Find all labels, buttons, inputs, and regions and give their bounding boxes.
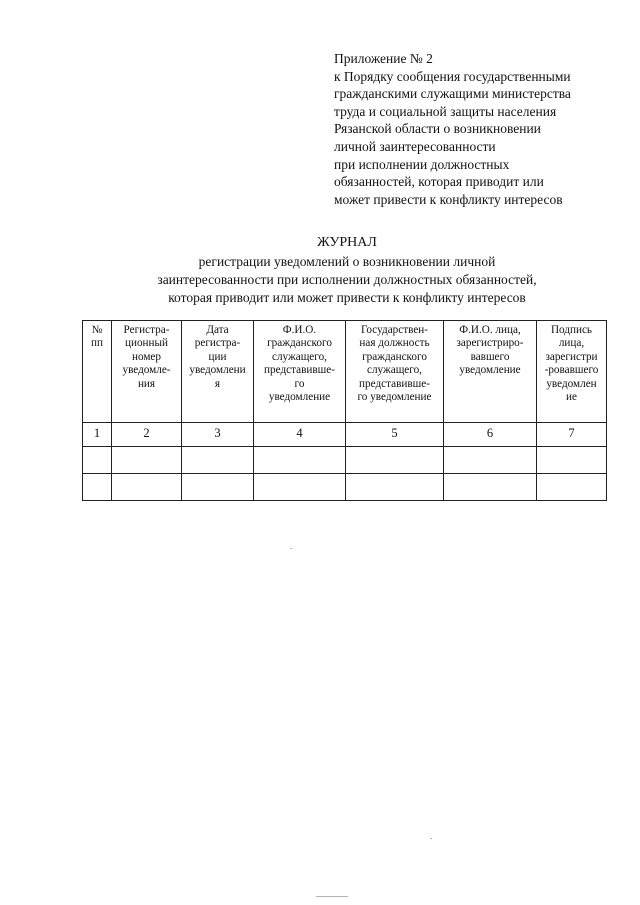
empty-cell — [254, 474, 346, 501]
appendix-block — [334, 50, 634, 208]
empty-cell — [444, 474, 537, 501]
column-number: 4 — [254, 423, 346, 447]
registration-table — [82, 320, 607, 501]
header-cell-reg-number: Регистра- ционный номер уведомле- ния — [112, 321, 182, 423]
appendix-line: труда и социальной защиты населения — [334, 103, 557, 119]
empty-cell — [182, 474, 254, 501]
header-cell-reg-date: Дата регистра- ции уведомлени я — [182, 321, 254, 423]
column-number: 5 — [346, 423, 444, 447]
journal-subtitle-line: заинтересованности при исполнении должностных обязанностей, — [157, 272, 537, 287]
appendix-line: гражданскими служащими министерства — [334, 86, 571, 102]
appendix-line: Рязанской области о возникновении — [334, 121, 541, 137]
header-cell-registrar-signature: Подпись лица, зарегистри -ровавшего уведомлен ие — [537, 321, 607, 423]
journal-title: ЖУРНАЛ — [317, 235, 377, 250]
scan-speck — [430, 838, 432, 839]
empty-cell — [83, 474, 112, 501]
appendix-line: обязанностей, которая приводит или — [334, 174, 544, 190]
empty-cell — [537, 474, 607, 501]
header-cell-number: № пп — [83, 321, 112, 423]
header-cell-registrar-name: Ф.И.О. лица, зарегистриро- вавшего уведомление — [444, 321, 537, 423]
appendix-line: при исполнении должностных — [334, 156, 510, 172]
table-header-row — [83, 321, 607, 423]
appendix-line: может привести к конфликту интересов — [334, 191, 563, 207]
column-number: 7 — [537, 423, 607, 447]
empty-cell — [254, 447, 346, 474]
appendix-line: личной заинтересованности — [334, 138, 496, 154]
journal-subtitle-line: регистрации уведомлений о возникновении личной — [198, 254, 496, 269]
appendix-line: к Порядку сообщения государственными — [334, 68, 571, 84]
journal-subtitle-line: которая приводит или может привести к конфликту интересов — [168, 290, 526, 305]
empty-cell — [182, 447, 254, 474]
header-cell-employee-position: Государствен- ная должность гражданского служащего, представивше- го уведомление — [346, 321, 444, 423]
scan-speck — [316, 896, 348, 897]
column-number: 2 — [112, 423, 182, 447]
table-row — [83, 474, 607, 501]
empty-cell — [346, 447, 444, 474]
empty-cell — [83, 447, 112, 474]
empty-cell — [112, 447, 182, 474]
column-number: 6 — [444, 423, 537, 447]
empty-cell — [537, 447, 607, 474]
journal-subtitle — [0, 253, 640, 307]
empty-cell — [346, 474, 444, 501]
empty-cell — [444, 447, 537, 474]
column-number-row — [83, 423, 607, 447]
header-cell-employee-name: Ф.И.О. гражданского служащего, представивше- го уведомление — [254, 321, 346, 423]
column-number: 3 — [182, 423, 254, 447]
scan-speck — [290, 548, 292, 549]
empty-cell — [112, 474, 182, 501]
appendix-line: Приложение № 2 — [334, 51, 433, 66]
column-number: 1 — [83, 423, 112, 447]
table-row — [83, 447, 607, 474]
